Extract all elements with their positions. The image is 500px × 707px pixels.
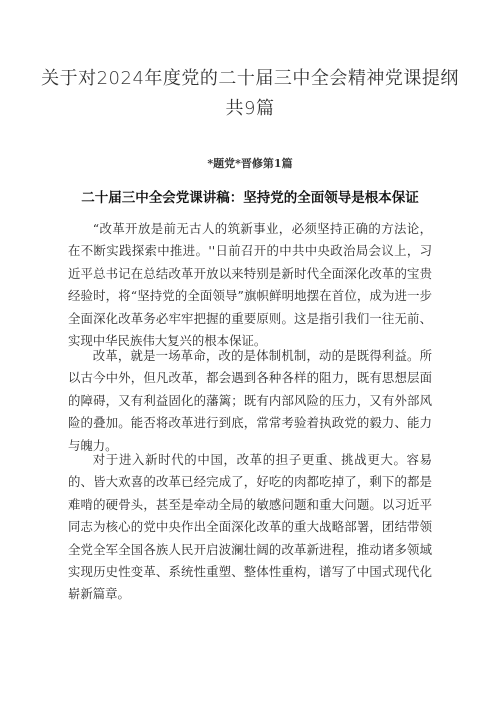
body-paragraph-1: “改革开放是前无古人的筑新事业，必须坚持正确的方法论，在不断实践探索中推进。''日前召开的中共中央政治局会议上，习近平总书记在总结改革开放以来特别是新时代全面深化改革的宝贵经验时，将“坚持党的全面领导”旗帜鲜明地摆在首位，成为进一步全面深化改革务必牢牢把握的重要原则。这是指引我们一往无前、实现中华民族伟大复兴的根本保证。 — [68, 221, 432, 349]
body-paragraph-3: 对于进入新时代的中国，改革的担子更重、挑战更大。容易的、皆大欢喜的改革已经完成了，好吃的肉都吃掉了，剩下的都是难啃的硬骨头，甚至是牵动全局的敏感问题和重大问题。以习近平同志为核心的党中央作出全面深化改革的重大战略部署，团结带领全党全军全国各族人民开启波澜壮阔的改革新进程，推动诸多领域实现历史性变革、系统性重塑、整体性重构，谱写了中国式现代化崭新篇章。 — [68, 452, 432, 602]
section-heading: 二十届三中全会党课讲稿：坚持党的全面领导是根本保证 — [81, 190, 419, 206]
part-label: *题党*晋修第1篇 — [207, 157, 293, 170]
body-paragraph-2: 改革，就是一场革命，改的是体制机制，动的是既得利益。所以古今中外，但凡改革，都会遇到各种各样的阻力，既有思想层面的障碍，又有利益固化的藩篱；既有内部风险的压力，又有外部风险的叠加。能否将改革进行到底，常常考验着执政党的毅力、能力与魄力。 — [68, 348, 432, 453]
document-title: 关于对2024年度党的二十届三中全会精神党课提纲共9篇 — [41, 68, 459, 119]
